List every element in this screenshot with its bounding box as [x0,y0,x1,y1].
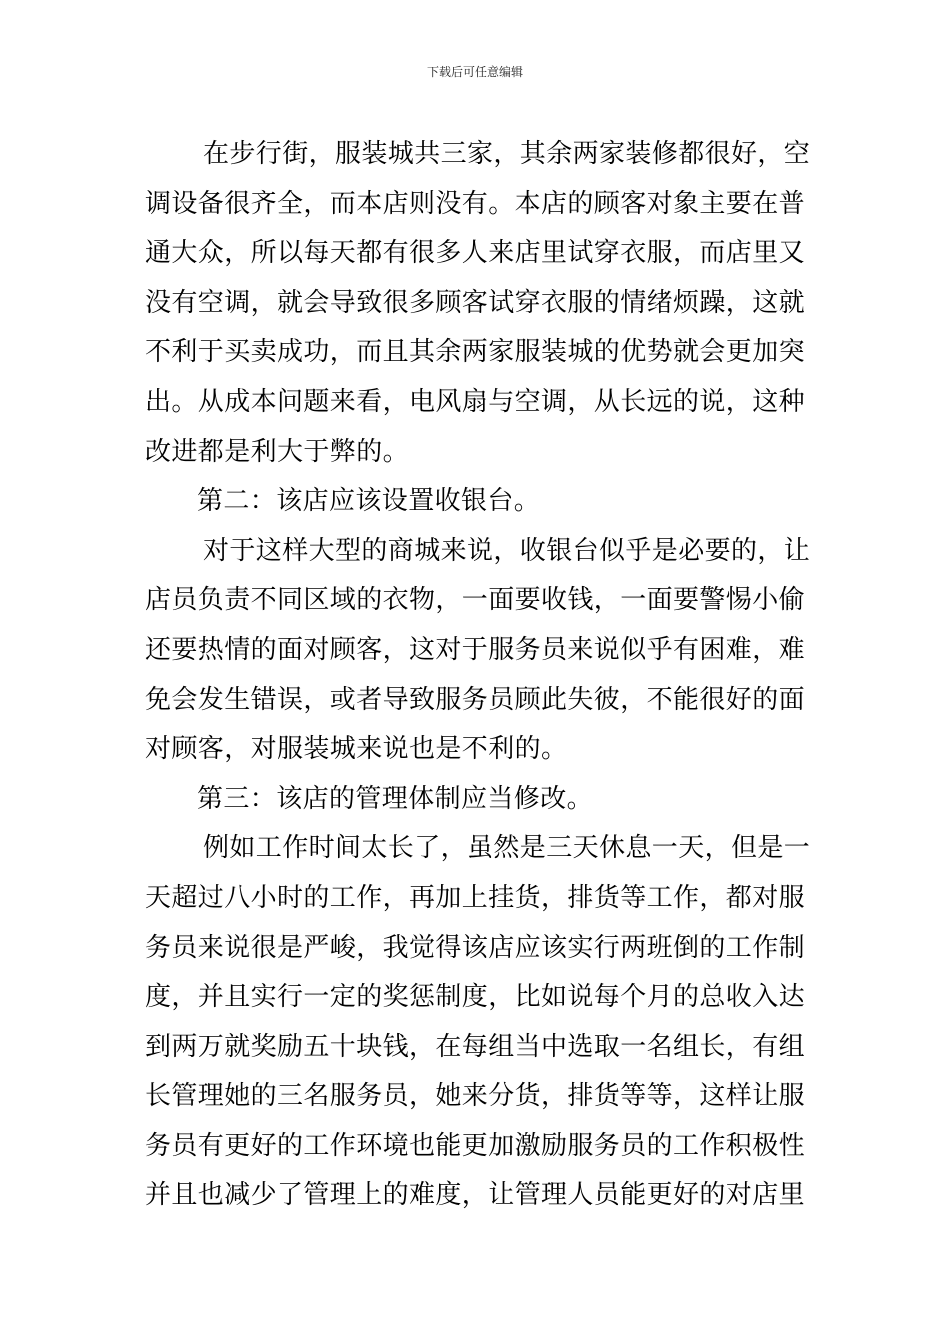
text-line: 对顾客，对服装城来说也是不利的。 [145,734,568,765]
text-line: 例如工作时间太长了，虽然是三天休息一天，但是一 [203,833,811,864]
text-line: 并且也减少了管理上的难度，让管理人员能更好的对店里 [145,1180,806,1211]
text-line: 在步行街，服装城共三家，其余两家装修都很好，空 [203,139,811,169]
document-body [145,130,811,1221]
text-line: 不利于买卖成功，而且其余两家服装城的优势就会更加突 [145,337,806,368]
text-line: 还要热情的面对顾客，这对于服务员来说似乎有困难，难 [145,634,806,665]
text-line: 对于这样大型的商城来说，收银台似乎是必要的，让 [203,535,811,566]
text-line: 免会发生错误，或者导致服务员顾此失彼，不能很好的面 [145,684,806,715]
text-line: 通大众，所以每天都有很多人来店里试穿衣服，而店里又 [145,238,806,269]
section-heading: 第三：该店的管理体制应当修改。 [197,783,594,814]
text-line: 务员有更好的工作环境也能更加激励服务员的工作积极性 [145,1130,806,1161]
text-line: 长管理她的三名服务员，她来分货，排货等等，这样让服 [145,1081,806,1112]
page-header: 下载后可任意编辑 [426,65,523,79]
text-line: 没有空调，就会导致很多顾客试穿衣服的情绪烦躁，这就 [145,287,806,318]
text-line: 店员负责不同区域的衣物，一面要收钱，一面要警惕小偷 [145,585,806,616]
text-line: 到两万就奖励五十块钱，在每组当中选取一名组长，有组 [145,1031,806,1062]
section-heading: 第二：该店应该设置收银台。 [197,486,541,517]
text-line: 调设备很齐全，而本店则没有。本店的顾客对象主要在普 [145,188,806,219]
text-line: 度，并且实行一定的奖惩制度，比如说每个月的总收入达 [145,982,806,1013]
text-line: 天超过八小时的工作，再加上挂货，排货等工作，都对服 [145,882,806,913]
text-line: 务员来说很是严峻，我觉得该店应该实行两班倒的工作制 [145,932,806,963]
text-line: 改进都是利大于弊的。 [145,436,410,467]
text-line: 出。从成本问题来看，电风扇与空调，从长远的说，这种 [145,386,806,417]
